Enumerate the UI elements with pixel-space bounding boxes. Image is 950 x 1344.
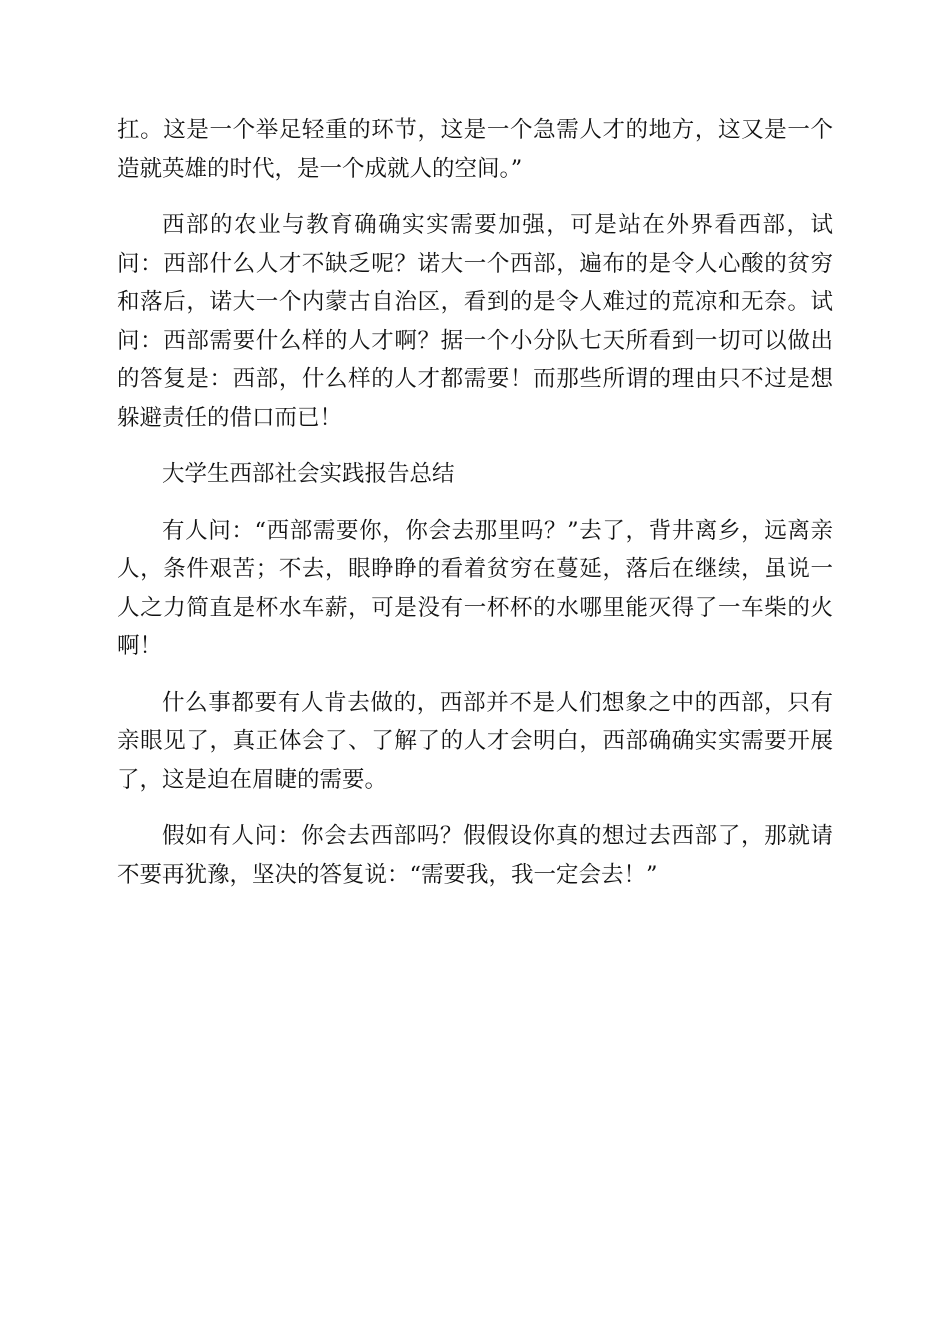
- paragraph-someone-must-do: 什么事都要有人肯去做的，西部并不是人们想象之中的西部，只有亲眼见了，真正体会了、了解了的人才会明白，西部确确实实需要开展了，这是迫在眉睫的需要。: [117, 689, 833, 793]
- section-heading: 大学生西部社会实践报告总结: [162, 461, 455, 487]
- document-body: [117, 111, 833, 912]
- paragraph-continuation: 扛。这是一个举足轻重的环节，这是一个急需人才的地方，这又是一个造就英雄的时代，是一个成就人的空间。”: [117, 117, 833, 182]
- paragraph-someone-asks: 有人问：“西部需要你，你会去那里吗？”去了，背井离乡，远离亲人，条件艰苦；不去，眼睁睁的看着贫穷在蔓延，落后在继续，虽说一人之力简直是杯水车薪，可是没有一杯杯的水哪里能灭得了一车柴的火啊！: [117, 517, 833, 659]
- paragraph-if-asked: 假如有人问：你会去西部吗？假假设你真的想过去西部了，那就请不要再犹豫，坚决的答复说：“需要我，我一定会去！”: [117, 823, 833, 888]
- paragraph-west-needs: 西部的农业与教育确确实实需要加强，可是站在外界看西部，试问：西部什么人才不缺乏呢？诺大一个西部，遍布的是令人心酸的贫穷和落后，诺大一个内蒙古自治区，看到的是令人难过的荒凉和无奈。试问：西部需要什么样的人才啊？据一个小分队七天所看到一切可以做出的答复是：西部，什么样的人才都需要！而那些所谓的理由只不过是想躲避责任的借口而已！: [117, 212, 833, 431]
